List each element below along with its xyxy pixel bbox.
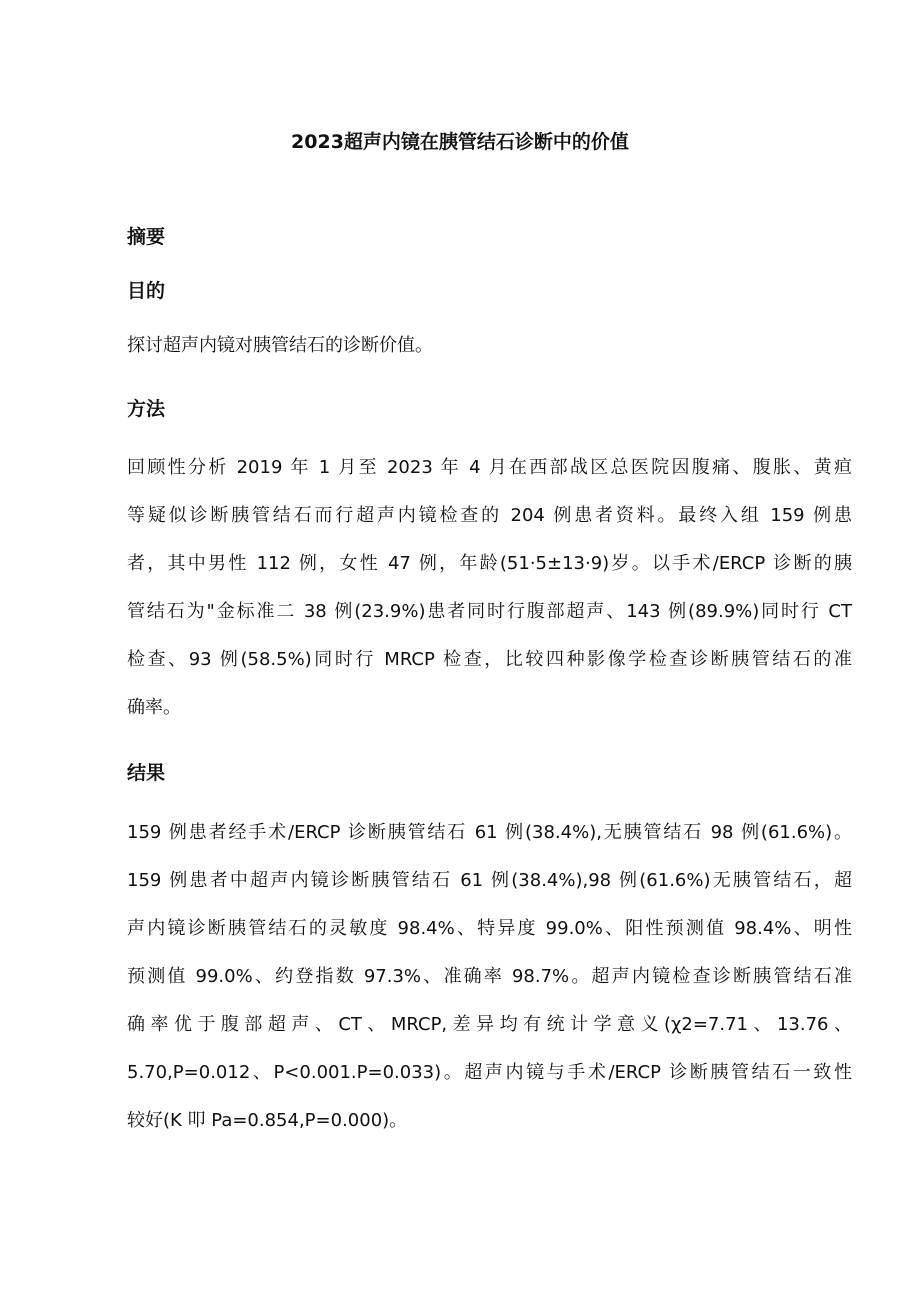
objective-line: 探讨超声内镜对胰管结石的诊断价值。 bbox=[127, 335, 433, 356]
results-line: 159 例患者中超声内镜诊断胰管结石 61 例(38.4%),98 例(61.6%)无胰管结石，超 bbox=[127, 870, 852, 891]
objective-heading: 目的 bbox=[127, 280, 166, 302]
methods-line: 者，其中男性 112 例，女性 47 例，年龄(51·5±13·9)岁。以手术/ERCP 诊断的胰 bbox=[127, 553, 852, 574]
methods-paragraph bbox=[127, 444, 852, 732]
results-line: 预测值 99.0%、约登指数 97.3%、准确率 98.7%。超声内镜检查诊断胰管结石准 bbox=[127, 966, 852, 987]
objective-paragraph bbox=[127, 322, 852, 370]
methods-line: 检查、93 例(58.5%)同时行 MRCP 检查，比较四种影像学检查诊断胰管结石的准 bbox=[127, 649, 852, 670]
methods-heading: 方法 bbox=[127, 398, 166, 420]
results-line: 较好(K 叩 Pa=0.854,P=0.000)。 bbox=[127, 1110, 408, 1131]
results-line: 5.70,P=0.012、P<0.001.P=0.033)。超声内镜与手术/ERCP 诊断胰管结石一致性 bbox=[127, 1062, 852, 1083]
methods-line: 管结石为"金标准二 38 例(23.9%)患者同时行腹部超声、143 例(89.9%)同时行 CT bbox=[127, 601, 852, 622]
results-paragraph bbox=[127, 809, 852, 1145]
abstract-heading: 摘要 bbox=[127, 226, 166, 248]
results-line: 159 例患者经手术/ERCP 诊断胰管结石 61 例(38.4%),无胰管结石 98 例(61.6%)。 bbox=[127, 822, 852, 843]
results-heading: 结果 bbox=[127, 762, 166, 784]
methods-line: 回顾性分析 2019 年 1 月至 2023 年 4 月在西部战区总医院因腹痛、腹胀、黄疸 bbox=[127, 457, 852, 478]
page-title: 2023超声内镜在胰管结石诊断中的价值 bbox=[291, 131, 629, 153]
results-line: 确率优于腹部超声、CT、MRCP,差异均有统计学意义(χ2=7.71、13.76、 bbox=[127, 1014, 852, 1035]
methods-line: 确率。 bbox=[127, 697, 181, 718]
methods-line: 等疑似诊断胰管结石而行超声内镜检查的 204 例患者资料。最终入组 159 例患 bbox=[127, 505, 852, 526]
results-line: 声内镜诊断胰管结石的灵敏度 98.4%、特异度 99.0%、阳性预测值 98.4%、明性 bbox=[127, 918, 852, 939]
